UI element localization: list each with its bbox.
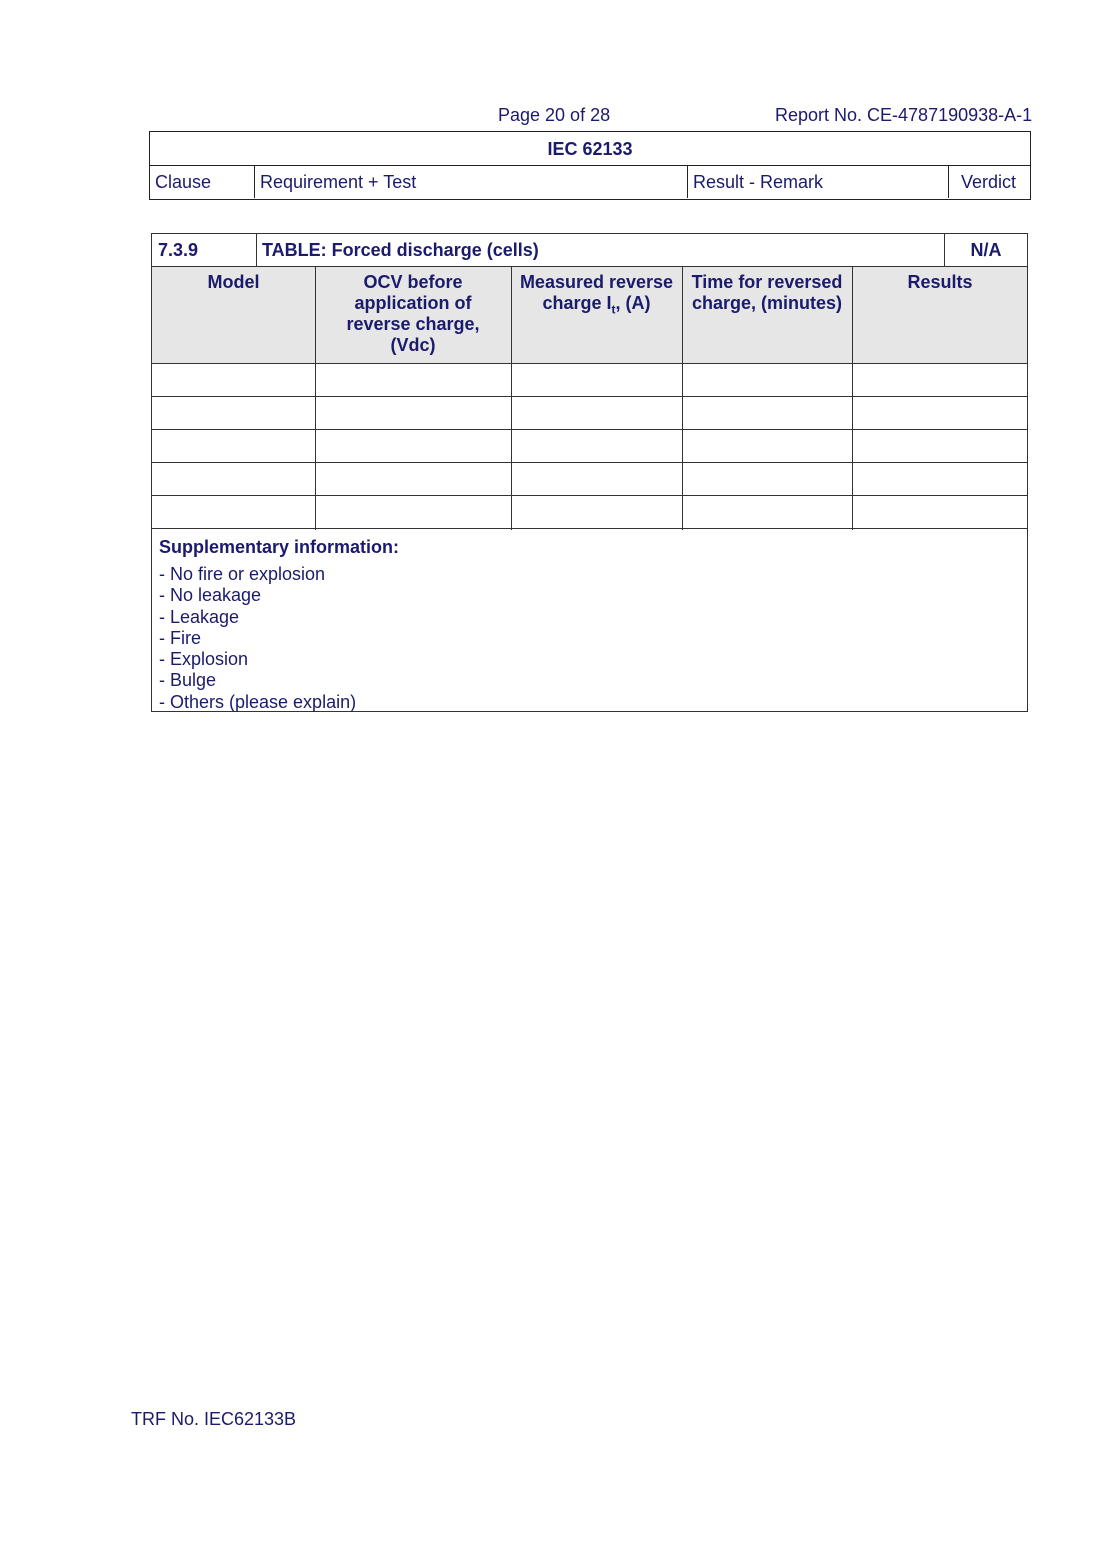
supplementary-item: - No fire or explosion (159, 564, 326, 584)
column-divider (315, 267, 316, 530)
table-row (152, 463, 1027, 496)
supplementary-item: - No leakage (159, 585, 262, 606)
column-divider (682, 267, 683, 530)
col-time: Time for reversed charge, (minutes) (691, 272, 843, 313)
supplementary-title: Supplementary information: (159, 537, 400, 557)
col-measured-reverse-charge: Measured reverse charge $I_t$, (A) (519, 272, 674, 317)
supplementary-item: - Others (please explain) (159, 691, 357, 712)
table-row (152, 364, 1027, 397)
standard-header-table (149, 131, 1031, 200)
table-row (152, 430, 1027, 463)
page-number: Page 20 of 28 (498, 105, 611, 125)
column-header-row (152, 267, 1027, 364)
clause-number: 7.3.9 (158, 240, 199, 260)
supplementary-item: - Leakage (159, 606, 240, 627)
header-clause: Clause (155, 172, 212, 192)
header-result: Result - Remark (687, 166, 948, 198)
column-divider (511, 267, 512, 530)
column-divider (852, 267, 853, 530)
supplementary-information (159, 536, 399, 713)
col-results: Results (907, 272, 973, 292)
forced-discharge-table (151, 233, 1028, 712)
table-row (152, 397, 1027, 430)
header-verdict: Verdict (948, 166, 1029, 198)
trf-footer: TRF No. IEC62133B (131, 1409, 297, 1429)
standard-title: IEC 62133 (150, 132, 1030, 166)
verdict-value: N/A (970, 240, 1002, 260)
header-requirement: Requirement + Test (254, 166, 687, 198)
supplementary-item: - Explosion (159, 649, 249, 670)
report-number: Report No. CE-4787190938-A-1 (775, 105, 1033, 125)
supplementary-item: - Bulge (159, 670, 217, 691)
supplementary-item: - Fire (159, 627, 201, 648)
col-ocv: OCV before application of reverse charge, (Vdc) (346, 272, 480, 355)
table-title-row (152, 234, 1027, 267)
table-row (152, 496, 1027, 529)
col-model: Model (207, 272, 260, 292)
table-title: TABLE: Forced discharge (cells) (262, 240, 539, 260)
divider (256, 234, 257, 267)
